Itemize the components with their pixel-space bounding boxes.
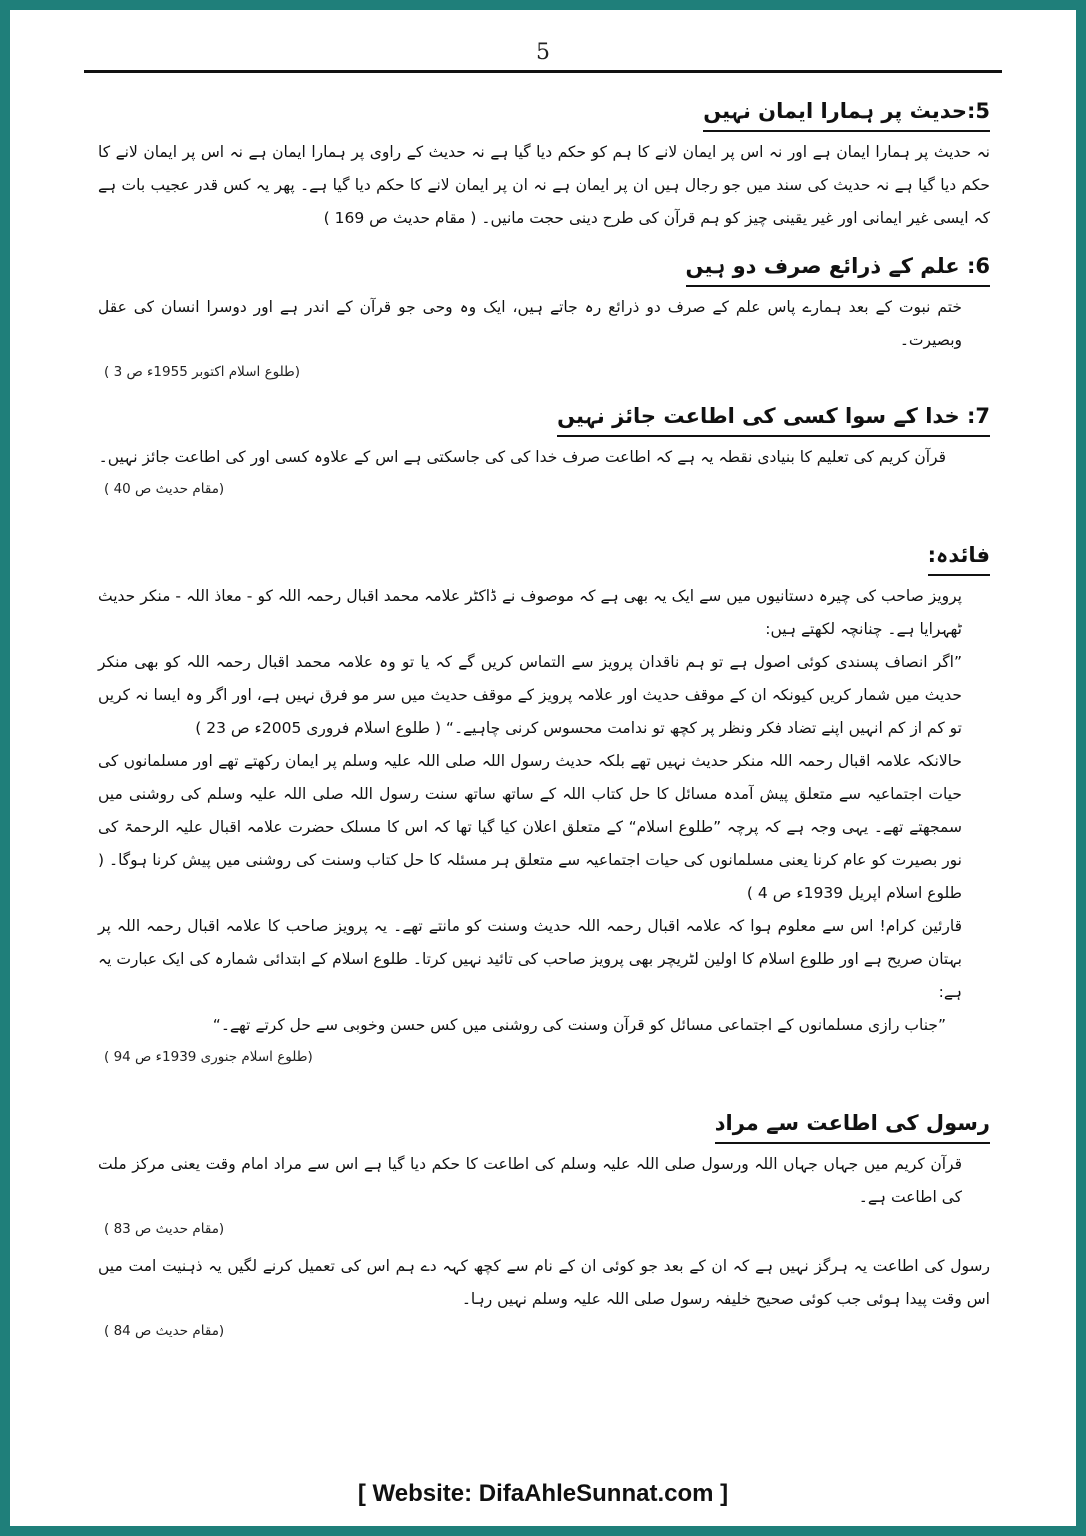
section-heading-7: 7: خدا کے سوا کسی کی اطاعت جائز نہیں xyxy=(98,399,990,437)
page-content xyxy=(98,80,990,1352)
reference: (مقام حدیث ص 40 ) xyxy=(104,481,225,497)
section-heading-6: 6: علم کے ذرائع صرف دو ہیں xyxy=(98,249,990,287)
page-number: 5 xyxy=(536,40,550,65)
paragraph: قرآن کریم میں جہاں جہاں اللہ ورسول صلی اللہ علیہ وسلم کی اطاعت کا حکم دیا گیا ہے اس سے مراد امام وقت یعنی مرکز ملت کی اطاعت ہے۔ xyxy=(98,1155,962,1206)
website-footer[interactable]: [ Website: DifaAhleSunnat.com ] xyxy=(357,1480,729,1507)
paragraph: ختم نبوت کے بعد ہمارے پاس علم کے صرف دو ذرائع رہ جاتے ہیں، ایک وہ وحی جو قرآن کے اندر ہے اور دوسرا انسان کی عقل وبصیرت۔ xyxy=(98,298,962,349)
section-heading-5: 5:حدیث پر ہمارا ایمان نہیں xyxy=(98,94,990,132)
quote-paragraph: ”جناب رازی مسلمانوں کے اجتماعی مسائل کو قرآن وسنت کی روشنی میں کس حسن وخوبی سے حل کرتے تھے۔“ xyxy=(212,1016,946,1034)
page-frame xyxy=(10,10,1076,1526)
reference: (مقام حدیث ص 84 ) xyxy=(104,1323,225,1339)
reference: (طلوع اسلام اکتوبر 1955ء ص 3 ) xyxy=(104,364,301,380)
paragraph: نہ حدیث پر ہمارا ایمان ہے اور نہ اس پر ایمان لانے کا ہم کو حکم دیا گیا ہے نہ حدیث کے راوی پر ہمارا ایمان ہے نہ اس پر ایمان لانے کا حکم دیا گیا ہے نہ حدیث کی سند میں جو رجال ہیں ان پر ایمان ہے نہ ان پر ایمان لانے کا حکم دیا گیا ہے۔ پھر یہ کس قدر عجیب بات ہے کہ ایسی غیر ایمانی اور غیر یقینی چیز کو ہم قرآن کی طرح دینی حجت مانیں۔ ( مقام حدیث ص 169 ) xyxy=(98,143,990,227)
reference: (مقام حدیث ص 83 ) xyxy=(104,1221,225,1237)
section-heading-rasool: رسول کی اطاعت سے مراد xyxy=(98,1106,990,1144)
paragraph: قرآن کریم کی تعلیم کا بنیادی نقطہ یہ ہے کہ اطاعت صرف خدا کی کی جاسکتی ہے اس کے علاوہ کسی اور کی اطاعت جائز نہیں۔ xyxy=(98,448,946,466)
reference: (طلوع اسلام جنوری 1939ء ص 94 ) xyxy=(104,1049,313,1065)
paragraph: قارئین کرام! اس سے معلوم ہوا کہ علامہ اقبال رحمہ اللہ حدیث وسنت کو مانتے تھے۔ یہ پرویز صاحب کا علامہ اقبال رحمہ اللہ پر بہتان صریح ہے اور طلوع اسلام کا اولین لٹریچر بھی پرویز صاحب کی تائید نہیں کرتا۔ طلوع اسلام کے ابتدائی شمارہ کی ایک عبارت یہ ہے: xyxy=(98,917,962,1001)
header-rule xyxy=(84,70,1002,73)
section-heading-faida: فائدہ: xyxy=(98,538,990,576)
paragraph: حالانکہ علامہ اقبال رحمہ اللہ منکر حدیث نہیں تھے بلکہ حدیث رسول اللہ صلی اللہ علیہ وسلم پر ایمان رکھتے تھے اور مسلمانوں کی حیات اجتماعیہ سے متعلق پیش آمدہ مسائل کا حل کتاب اللہ کے ساتھ ساتھ سنت رسول اللہ صلی اللہ علیہ وسلم کی روشنی میں سمجھتے تھے۔ یہی وجہ ہے کہ پرچہ ”طلوع اسلام“ کے متعلق اعلان کیا گیا تھا کہ اس کا مسلک حضرت علامہ اقبال علیہ الرحمۃ کی نور بصیرت کو عام کرنا یعنی مسلمانوں کی حیات اجتماعیہ سے متعلق ہر مسئلہ کا حل کتاب وسنت کی روشنی میں پیش کرنا ہوگا۔ ( طلوع اسلام اپریل 1939ء ص 4 ) xyxy=(98,752,962,902)
paragraph: پرویز صاحب کی چیرہ دستانیوں میں سے ایک یہ بھی ہے کہ موصوف نے ڈاکٹر علامہ محمد اقبال رحمہ اللہ کو - معاذ اللہ - منکر حدیث ٹھہرایا ہے۔ چنانچہ لکھتے ہیں: xyxy=(98,587,962,638)
paragraph: رسول کی اطاعت یہ ہرگز نہیں ہے کہ ان کے بعد جو کوئی ان کے نام سے کچھ کہہ دے ہم اس کی تعمیل کرنے لگیں یہ ذہنیت امت میں اس وقت پیدا ہوئی جب کوئی صحیح خلیفہ رسول صلی اللہ علیہ وسلم نہیں رہا۔ xyxy=(98,1257,990,1308)
quote-paragraph: ”اگر انصاف پسندی کوئی اصول ہے تو ہم ناقدان پرویز سے التماس کریں گے کہ یا تو وہ علامہ محمد اقبال رحمہ اللہ کو بھی منکر حدیث میں شمار کریں کیونکہ ان کے موقف حدیث اور علامہ پرویز کے موقف حدیث میں سر مو فرق نہیں ہے، اور اگر وہ ایسا نہ کریں تو کم از کم انہیں اپنے تضاد فکر ونظر پر کچھ تو ندامت محسوس کرنی چاہیے۔“ ( طلوع اسلام فروری 2005ء ص 23 ) xyxy=(98,653,962,737)
